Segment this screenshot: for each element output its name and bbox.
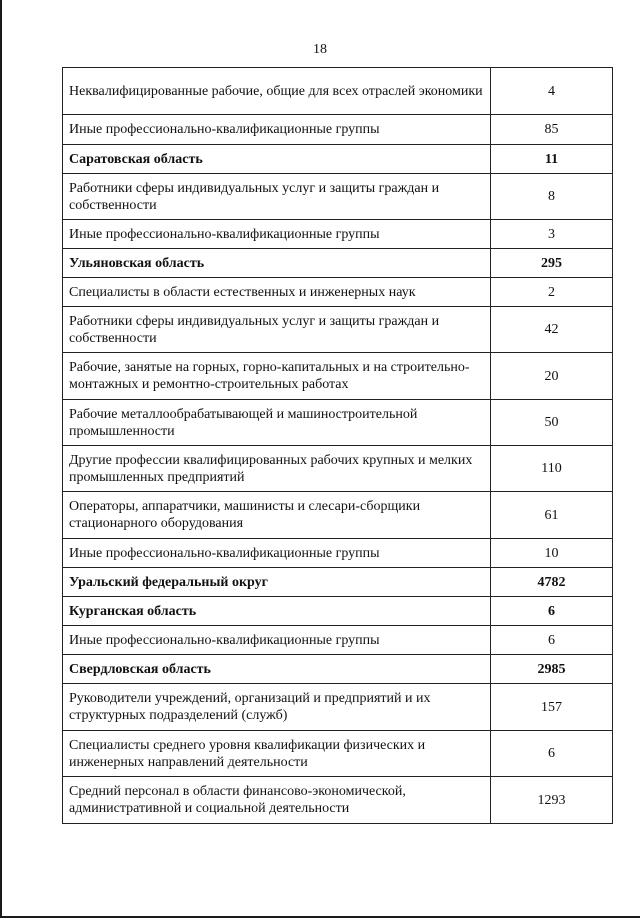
row-value: 42 [491, 307, 613, 353]
table-body [63, 68, 613, 824]
row-value: 10 [491, 539, 613, 568]
table-row [63, 777, 613, 824]
row-value: 2 [491, 278, 613, 307]
row-value: 1293 [491, 777, 613, 824]
scan-edge-left [0, 0, 2, 918]
row-label: Иные профессионально-квалификационные группы [63, 220, 491, 249]
row-value: 4782 [491, 568, 613, 597]
row-value: 4 [491, 68, 613, 115]
row-label: Средний персонал в области финансово-экономической, административной и социальной деятельности [63, 777, 491, 824]
row-value: 2985 [491, 655, 613, 684]
row-value: 6 [491, 731, 613, 777]
row-value: 11 [491, 145, 613, 174]
table-row [63, 278, 613, 307]
row-value: 20 [491, 353, 613, 400]
row-label: Рабочие металлообрабатывающей и машиностроительной промышленности [63, 400, 491, 446]
row-label: Работники сферы индивидуальных услуг и защиты граждан и собственности [63, 307, 491, 353]
table-row [63, 626, 613, 655]
table-row [63, 492, 613, 539]
row-label: Рабочие, занятые на горных, горно-капитальных и на строительно-монтажных и ремонтно-строительных работах [63, 353, 491, 400]
row-value: 3 [491, 220, 613, 249]
row-label: Свердловская область [63, 655, 491, 684]
row-label: Уральский федеральный округ [63, 568, 491, 597]
table-row [63, 68, 613, 115]
table-row-region [63, 145, 613, 174]
table-row [63, 307, 613, 353]
table-row [63, 684, 613, 731]
row-label: Курганская область [63, 597, 491, 626]
page-number: 18 [313, 42, 327, 57]
row-label: Руководители учреждений, организаций и предприятий и их структурных подразделений (служб) [63, 684, 491, 731]
row-label: Другие профессии квалифицированных рабочих крупных и мелких промышленных предприятий [63, 446, 491, 492]
table-row [63, 115, 613, 145]
row-label: Работники сферы индивидуальных услуг и защиты граждан и собственности [63, 174, 491, 220]
row-value: 295 [491, 249, 613, 278]
table-row-region [63, 249, 613, 278]
row-value: 110 [491, 446, 613, 492]
table-row [63, 353, 613, 400]
row-value: 61 [491, 492, 613, 539]
table-row [63, 400, 613, 446]
row-label: Ульяновская область [63, 249, 491, 278]
row-value: 6 [491, 597, 613, 626]
row-label: Иные профессионально-квалификационные группы [63, 539, 491, 568]
table-row [63, 220, 613, 249]
row-label: Специалисты в области естественных и инженерных наук [63, 278, 491, 307]
row-label: Операторы, аппаратчики, машинисты и слесари-сборщики стационарного оборудования [63, 492, 491, 539]
table-row [63, 539, 613, 568]
row-value: 157 [491, 684, 613, 731]
row-label: Неквалифицированные рабочие, общие для всех отраслей экономики [63, 68, 491, 115]
row-value: 6 [491, 626, 613, 655]
table-row-region [63, 655, 613, 684]
table-row [63, 731, 613, 777]
row-label: Саратовская область [63, 145, 491, 174]
row-value: 50 [491, 400, 613, 446]
row-value: 8 [491, 174, 613, 220]
row-label: Специалисты среднего уровня квалификации физических и инженерных направлений деятельности [63, 731, 491, 777]
table-row [63, 446, 613, 492]
row-label: Иные профессионально-квалификационные группы [63, 115, 491, 145]
statistics-table [62, 67, 613, 824]
table-row-region [63, 597, 613, 626]
table-row [63, 174, 613, 220]
table-row-region [63, 568, 613, 597]
row-value: 85 [491, 115, 613, 145]
row-label: Иные профессионально-квалификационные группы [63, 626, 491, 655]
